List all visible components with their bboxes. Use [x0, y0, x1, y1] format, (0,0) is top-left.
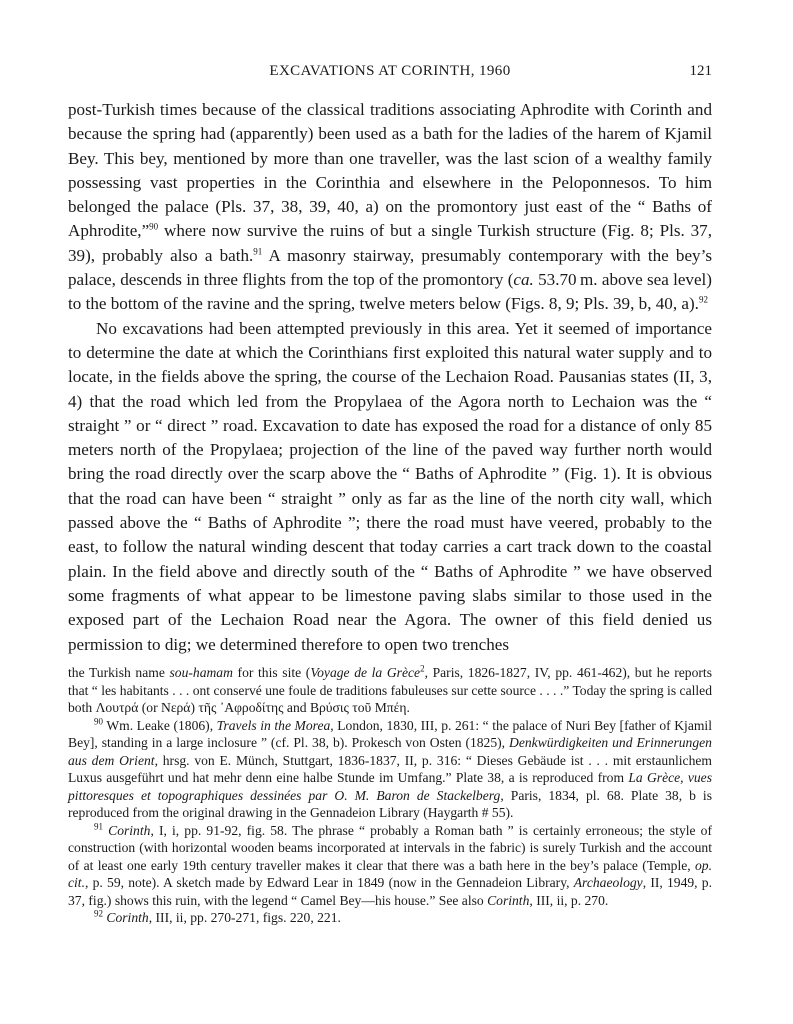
italic-run: op. cit.	[68, 857, 712, 890]
edition-superscript: 2	[420, 663, 425, 674]
greek-run: τῆς ᾿Αφροδίτης	[198, 700, 284, 715]
footnote-ref-92: 92	[698, 294, 708, 305]
text-run: 53.70 m. above sea level) to the bottom of the ravine and the spring, twelve meters below (Figs. 8, 9; Pls. 39, b, 40, a).	[68, 270, 712, 314]
text-run: , III, ii, pp. 270-271, figs. 220, 221.	[148, 910, 341, 925]
text-run: and	[283, 700, 310, 715]
footnote-number: 90	[94, 715, 103, 726]
footnote-ref-91: 91	[253, 246, 263, 257]
footnote-90	[68, 717, 712, 822]
text-run: .	[406, 700, 410, 715]
italic-run: sou-hamam	[169, 665, 233, 680]
text-run: for this site (	[232, 665, 311, 680]
text-run: the Turkish name	[68, 665, 170, 680]
italic-run: ca.	[513, 270, 534, 290]
footnote-number: 92	[94, 908, 103, 919]
text-run: , Paris, 1834, pl. 68. Plate 38, b is reproduced from the original drawing in the Gennadeion Library (Haygarth # 55).	[68, 787, 712, 820]
italic-run: Voyage de la Grèce	[310, 665, 421, 680]
running-title: EXCAVATIONS AT CORINTH, 1960	[269, 63, 511, 79]
footnote-number: 91	[94, 820, 103, 831]
italic-run: Archaeology	[573, 875, 643, 890]
paragraph-2: No excavations had been attempted previously in this area. Yet it seemed of importance to determine the date at which the Corinthians first exploited this natural water supply and to locate, in the fields above the spring, the course of the Lechaion Road. Pausanias states (II, 3, 4) that the road which led from the Propylaea of the Agora north to Lechaion was the “ straight ” or “ direct ” road. Excavation to date has exposed the road for a distance of only 85 meters north of the Propylaea; projection of the line of the paved way further north would bring the road directly over the scarp above the “ Baths of Aphrodite ” (Fig. 1). It is obvious that the road can have been “ straight ” only as far as the line of the north city wall, which passed above the “ Baths of Aphrodite ”; there the road must have veered, probably to the east, to follow the natural winding descent that today carries a cart track down to the coastal plain. In the field above and directly south of the “ Baths of Aphrodite ” we have observed some fragments of what appear to be limestone paving slabs similar to those used in the exposed part of the Lechaion Road near the Agora. The owner of this field denied us permission to dig; we determined therefore to open two trenches	[68, 318, 712, 654]
italic-run: Denkwürdigkeiten und Erinnerungen aus dem Orient	[68, 735, 712, 768]
text-run: )	[190, 700, 199, 715]
text-run: (or	[138, 700, 161, 715]
italic-run: Travels in the Morea	[216, 717, 331, 733]
text-run: , p. 59, note). A sketch made by Edward Lear in 1849 (now in the Gennadeion Library,	[85, 875, 574, 890]
text-run: , I, i, pp. 91-92, fig. 58. The phrase “ probably a Roman bath ” is certainly erroneous; the style of construction (with horizontal wooden beams incorporated at intervals in the fabric) is surely Turkish and the account of at least one early 19th century traveller makes it clear that there was a bath here in the bey’s palace (Temple,	[68, 822, 712, 873]
page-number: 121	[689, 63, 712, 79]
greek-run: Βρύσις τοῦ Μπέη	[309, 700, 407, 715]
text-run: A masonry stairway, presumably contemporary with the bey’s palace, descends in three flights from the top of the promontory (	[68, 245, 712, 290]
body-text	[68, 98, 712, 657]
greek-run: Νερά	[161, 700, 191, 715]
italic-run: La Grèce, vues pittoresques et topographiques dessinées par O. M. Baron de Stackelberg	[68, 770, 712, 803]
paragraph-1	[68, 98, 712, 317]
text-run: , III, ii, p. 270.	[529, 892, 609, 908]
text-run: , hrsg. von E. Münch, Stuttgart, 1836-1837, II, p. 316: “ Dieses Gebäude ist . . . mit erstaunlichem Luxus ausgeführt und hat mehr denn eine halbe Stunde im Umfang.” Plate 38, a is reproduced from	[68, 752, 712, 785]
footnote-91	[68, 822, 712, 910]
text-run: , Paris, 1826-1827, IV, pp. 461-462), but he reports that “ les habitants . . . ont conservé une foule de traditions fabuleuses sur cette source . . . .” Today the spring is called both	[68, 665, 712, 715]
footnote-92	[68, 909, 712, 927]
text-run: , II, 1949, p. 37, fig.) shows this ruin, with the legend “ Camel Bey—his house.” See also	[68, 875, 712, 908]
greek-run: Λουτρά	[95, 700, 139, 715]
footnote-continued	[68, 664, 712, 717]
footnote-ref-90: 90	[149, 221, 159, 232]
text-run: Wm. Leake (1806),	[103, 717, 217, 733]
footnotes	[68, 664, 712, 927]
italic-run: Corinth	[106, 910, 149, 925]
text-run: where now survive the ruins of but a single Turkish structure (Fig. 8; Pls. 37, 39), probably also a bath.	[68, 221, 712, 265]
page-header	[68, 63, 712, 85]
italic-run: Corinth	[487, 892, 530, 908]
text-run: , London, 1830, III, p. 261: “ the palace of Nuri Bey [father of Kjamil Bey], standing in a large inclosure ” (cf. Pl. 38, b). Prokesch von Osten (1825),	[68, 717, 712, 750]
text-run: post-Turkish times because of the classical traditions associating Aphrodite with Corinth and because the spring had (apparently) been used as a bath for the ladies of the harem of Kjamil Bey. This bey, mentioned by more than one traveller, was the last scion of a wealthy family possessing vast properties in the Corinthia and elsewhere in the Peloponnesos. To him belonged the palace (Pls. 37, 38, 39, 40, a) on the promontory just east of the “ Baths of Aphrodite,”	[68, 100, 712, 241]
italic-run: Corinth	[108, 822, 151, 838]
